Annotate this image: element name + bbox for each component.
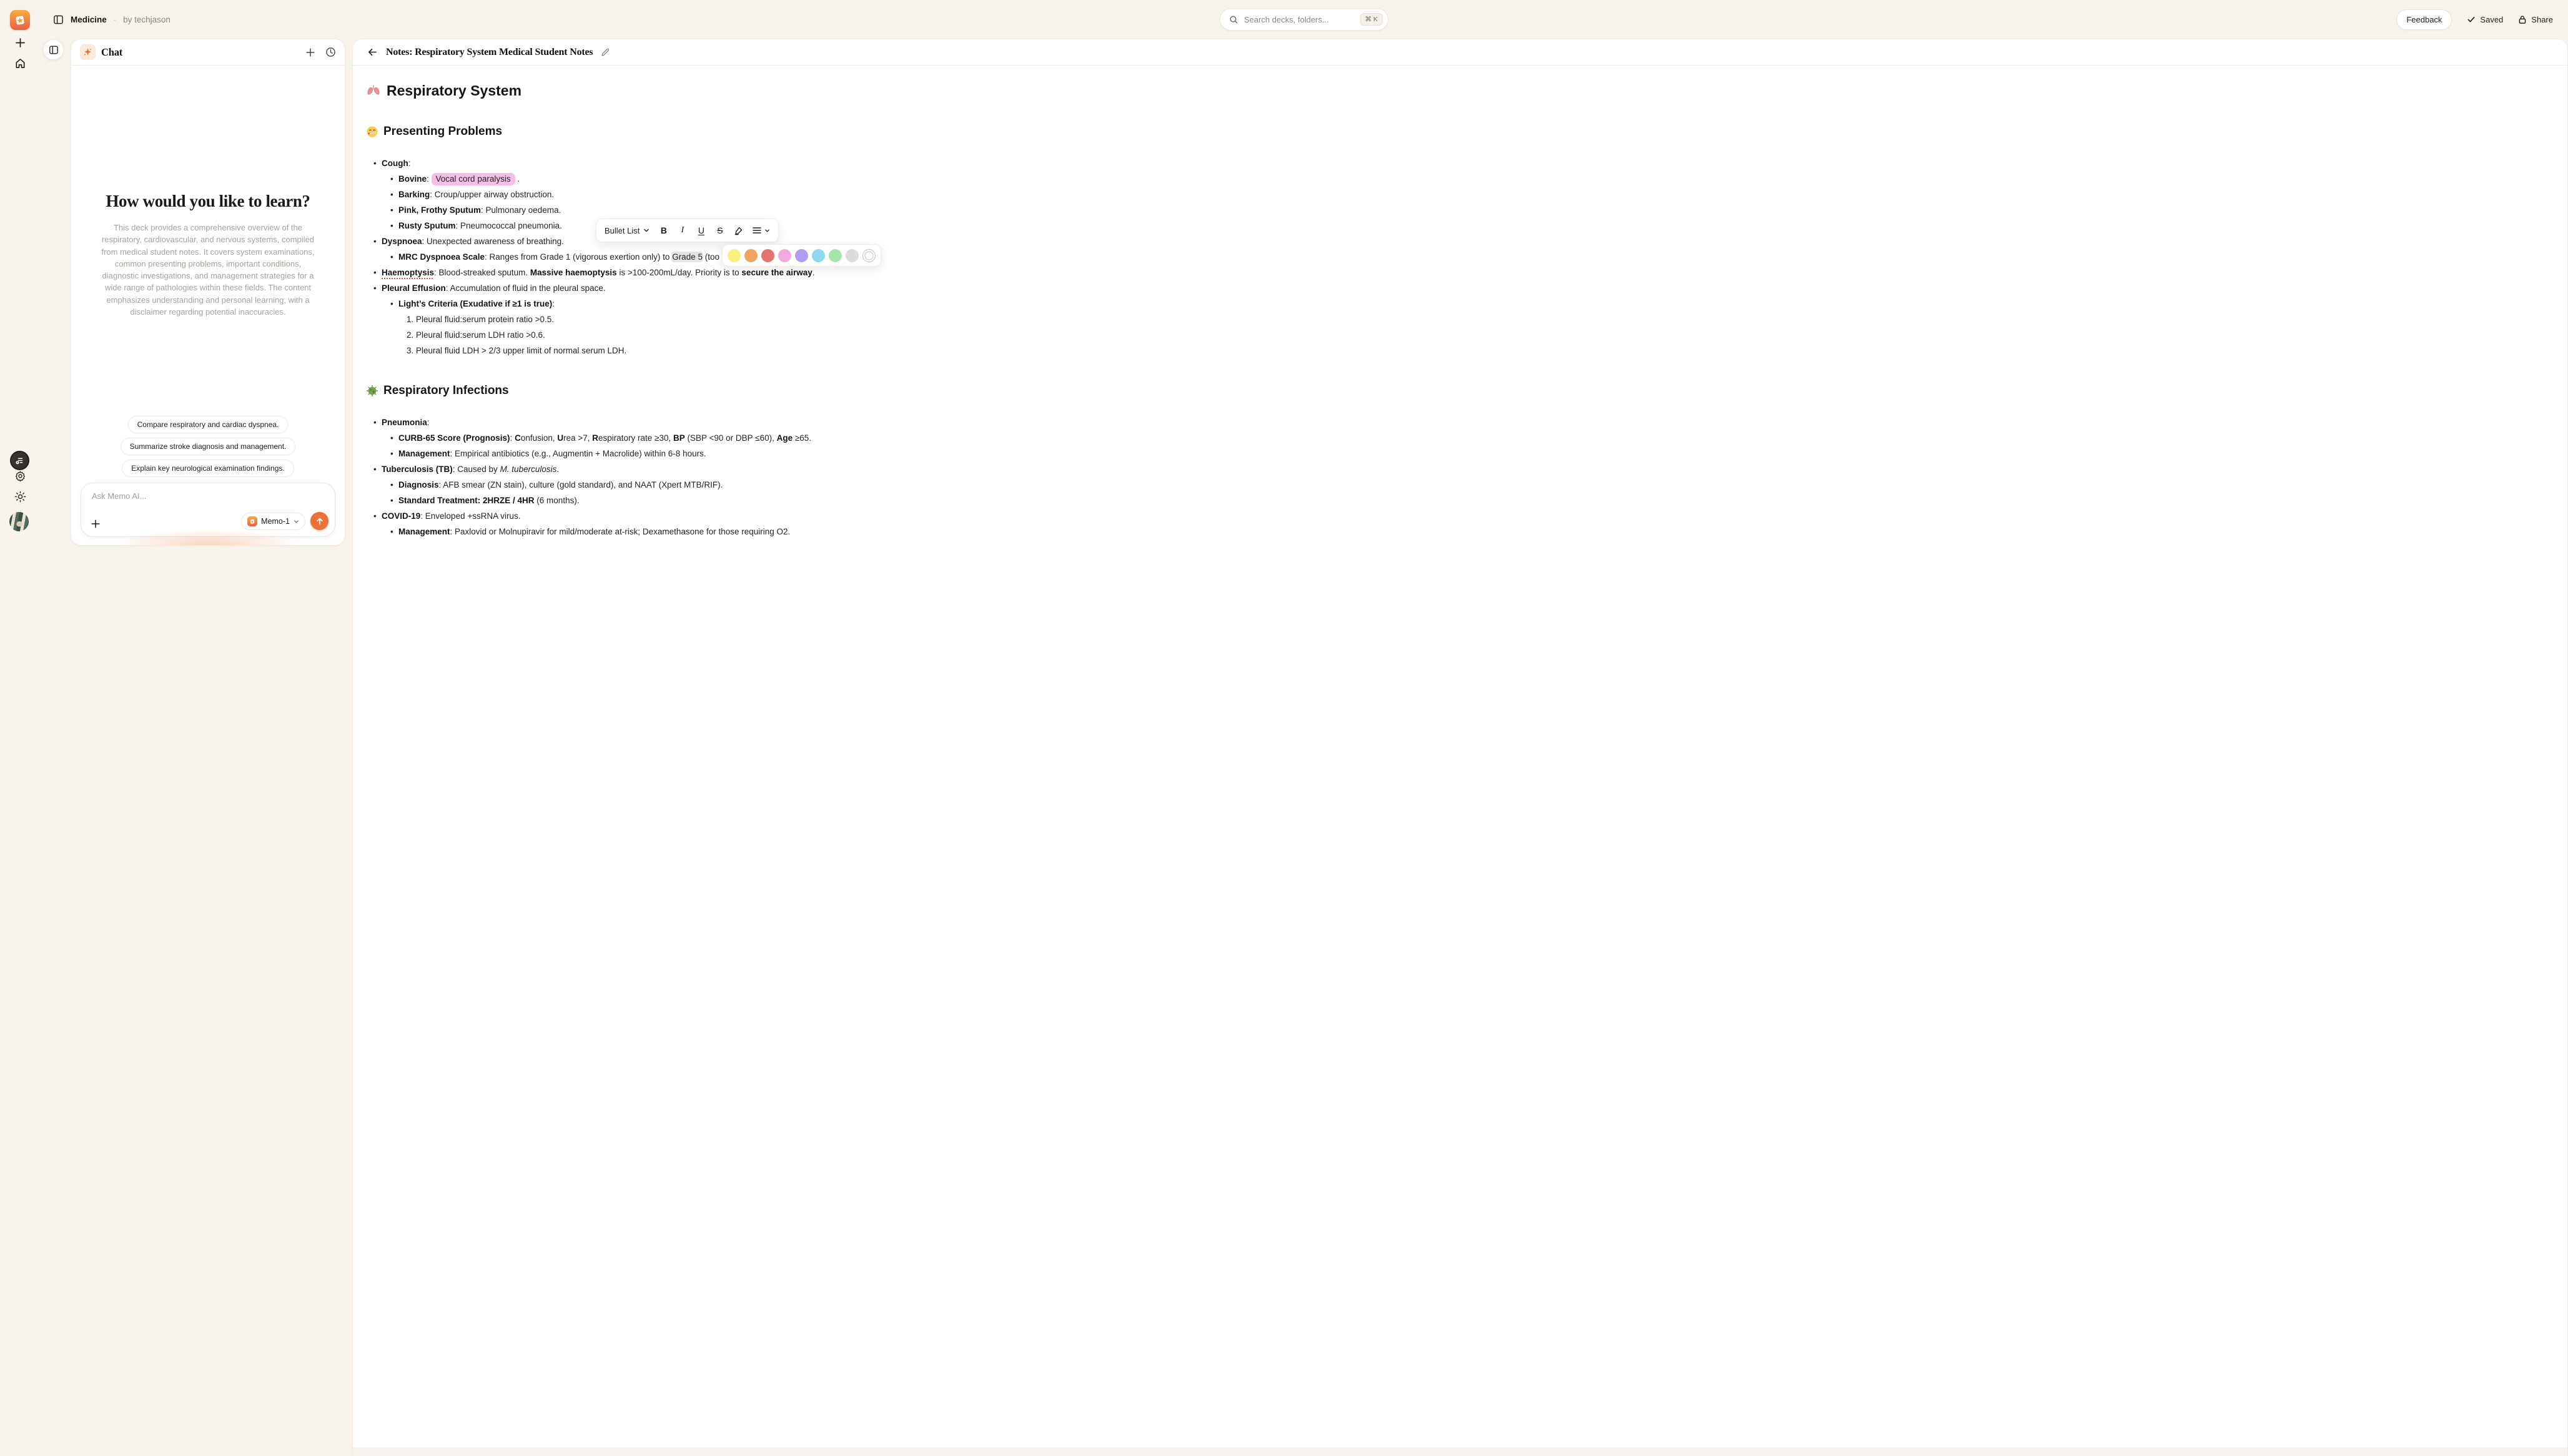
- highlight-color-blue[interactable]: [812, 249, 825, 262]
- doc-numbered-item: 2. Pleural fluid:serum LDH ratio >0.6.: [416, 327, 2530, 343]
- highlight-color-none[interactable]: [862, 249, 876, 262]
- doc-bullet: • Haemoptysis: Blood-streaked sputum. Massive haemoptysis is >100-200mL/day. Priority is to secure the airway.: [382, 265, 2530, 280]
- back-arrow-icon[interactable]: [367, 47, 378, 57]
- suggestion-chip[interactable]: Compare respiratory and cardiac dyspnea.: [128, 416, 289, 433]
- chat-empty-description: This deck provides a comprehensive overview of the respiratory, cardiovascular, and nervous systems, compiled from medical student notes. It covers system examinations, common presenting problems, important conditions, diagnostic investigations, and management strategies for a wide range of pathologies within these fields. The content emphasizes understanding and personal learning, with a disclaimer regarding potential inaccuracies.: [101, 223, 315, 317]
- align-dropdown[interactable]: [753, 227, 770, 234]
- model-name: Memo-1: [261, 517, 290, 526]
- chat-input[interactable]: Ask Memo AI...: [92, 491, 147, 501]
- check-icon: [2467, 15, 2476, 24]
- doc-heading-presenting-text: Presenting Problems: [383, 125, 503, 138]
- search-bar[interactable]: [1220, 8, 1388, 31]
- suggestion-chips: [71, 416, 345, 477]
- doc-bullet: • Pneumonia: • CURB-65 Score (Prognosis): Confusion, Urea >7, Respiratory rate ≥30, BP (SBP <90 or DBP ≤60), Age ≥65. • Management: Empirical antibiotics (e.g., Augmentin + Macrolide) within 6-8 hours.: [382, 415, 2530, 461]
- suggestion-chip[interactable]: Explain key neurological examination findings.: [122, 460, 294, 477]
- highlight-color-purple[interactable]: [795, 249, 808, 262]
- chat-sparkle-icon: [80, 44, 96, 60]
- settings-gear-icon[interactable]: [0, 470, 40, 482]
- lock-icon: [2518, 15, 2527, 24]
- chevron-down-icon: [294, 519, 299, 524]
- doc-heading-presenting: [366, 125, 2530, 139]
- queue-player-button[interactable]: [10, 451, 29, 470]
- collapse-chat-panel-button[interactable]: [43, 39, 64, 60]
- topbar: [40, 0, 2568, 39]
- doc-bullet: • Management: Empirical antibiotics (e.g., Augmentin + Macrolide) within 6-8 hours.: [398, 446, 2530, 461]
- deck-author: by techjason: [123, 14, 170, 24]
- doc-numbered-item: 1. Pleural fluid:serum protein ratio >0.5.: [416, 312, 2530, 327]
- arrow-up-icon: [315, 517, 324, 526]
- search-icon: [1229, 15, 1238, 24]
- chevron-down-icon: [764, 228, 770, 234]
- doc-bullet: • Bovine: Vocal cord paralysis .: [398, 171, 2530, 187]
- doc-bullet: • Standard Treatment: 2HRZE / 4HR (6 months).: [398, 493, 2530, 508]
- doc-bullet: • COVID-19: Enveloped +ssRNA virus. • Management: Paxlovid or Molnupiravir for mild/moderate at-risk; Dexamethasone for those requiring O2.: [382, 508, 2530, 539]
- lungs-emoji: [366, 84, 381, 99]
- search-input[interactable]: [1244, 15, 1355, 24]
- attach-plus-icon[interactable]: [91, 519, 101, 529]
- block-type-label: Bullet List: [605, 225, 640, 235]
- face-thermometer-emoji: [366, 125, 378, 138]
- chat-empty-title: How would you like to learn?: [106, 192, 310, 210]
- doc-bullet: • Pleural Effusion: Accumulation of fluid in the pleural space. • Light’s Criteria (Exudative if ≥1 is true): 1. Pleural fluid:serum protein ratio >0.5. 2. Pleural fluid:serum LDH ratio >0.6. 3. Pleural fluid LDH > 2/3 upper limit of normal serum LDH.: [382, 280, 2530, 358]
- share-button[interactable]: [2518, 15, 2553, 24]
- bold-button[interactable]: B: [660, 225, 667, 235]
- notes-panel: [352, 39, 2568, 1456]
- chat-input-card: [81, 483, 335, 537]
- doc-heading-infections: [366, 384, 2530, 398]
- saved-status: [2467, 15, 2503, 24]
- underline-button[interactable]: U: [698, 225, 704, 235]
- doc-bullet: • Cough: • Bovine: Vocal cord paralysis . • Barking: Croup/upper airway obstruction. • Pink, Frothy Sputum: Pulmonary oedema. • Rusty Sputum: Pneumococcal pneumonia.: [382, 155, 2530, 234]
- left-rail: [0, 0, 40, 1456]
- highlight-color-orange[interactable]: [744, 249, 758, 262]
- doc-numbered-item: 3. Pleural fluid LDH > 2/3 upper limit of normal serum LDH.: [416, 343, 2530, 358]
- doc-bullet: • Tuberculosis (TB): Caused by M. tuberculosis. • Diagnosis: AFB smear (ZN stain), culture (gold standard), and NAAT (Xpert MTB/RIF). • Standard Treatment: 2HRZE / 4HR (6 months).: [382, 461, 2530, 508]
- model-selector[interactable]: [241, 513, 305, 530]
- highlight-color-popup: [722, 244, 881, 267]
- share-label: Share: [2531, 14, 2553, 24]
- edit-pencil-icon[interactable]: [601, 48, 610, 57]
- highlight-color-pink[interactable]: [778, 249, 791, 262]
- doc-bullet: • MRC Dyspnoea Scale: Ranges from Grade 1 (vigorous exertion only) to Grade 5 (too: [398, 249, 2530, 265]
- doc-bullet: • Pink, Frothy Sputum: Pulmonary oedema.: [398, 202, 2530, 218]
- doc-bullet: • Barking: Croup/upper airway obstruction.: [398, 187, 2530, 202]
- notes-doc-title: Notes: Respiratory System Medical Student Notes: [386, 46, 593, 57]
- light-mode-sun-icon[interactable]: [0, 491, 40, 503]
- deck-title[interactable]: Medicine: [71, 14, 107, 24]
- chat-panel-title: Chat: [101, 46, 123, 58]
- deck-separator: ·: [113, 14, 117, 24]
- doc-bullet: • Dyspnoea: Unexpected awareness of breathing. • MRC Dyspnoea Scale: Ranges from Grade 1 (vigorous exertion only) to Grade 5 (too: [382, 234, 2530, 265]
- strikethrough-button[interactable]: S: [717, 225, 723, 235]
- highlight-color-red[interactable]: [761, 249, 774, 262]
- highlighter-button[interactable]: [734, 226, 743, 235]
- doc-bullet: • Rusty Sputum: Pneumococcal pneumonia.: [398, 218, 2530, 234]
- doc-bullet: • Diagnosis: AFB smear (ZN stain), culture (gold standard), and NAAT (Xpert MTB/RIF).: [398, 477, 2530, 493]
- saved-label: Saved: [2480, 14, 2504, 24]
- doc-bullet: • CURB-65 Score (Prognosis): Confusion, Urea >7, Respiratory rate ≥30, BP (SBP <90 or DBP ≤60), Age ≥65.: [398, 430, 2530, 446]
- user-avatar[interactable]: [9, 512, 29, 531]
- new-chat-plus-icon[interactable]: [305, 47, 315, 57]
- doc-heading-1: [366, 82, 2530, 99]
- search-shortcut-badge: ⌘ K: [1360, 13, 1383, 26]
- block-type-dropdown[interactable]: [605, 226, 649, 235]
- doc-heading-1-text: Respiratory System: [387, 82, 522, 99]
- chat-panel: [71, 39, 345, 546]
- italic-button[interactable]: I: [681, 225, 684, 235]
- microbe-emoji: [366, 385, 378, 397]
- model-logo-icon: [247, 516, 257, 526]
- highlight-color-grey[interactable]: [846, 249, 859, 262]
- doc-bullet: • Management: Paxlovid or Molnupiravir for mild/moderate at-risk; Dexamethasone for those requiring O2.: [398, 524, 2530, 539]
- chevron-down-icon: [643, 227, 649, 234]
- new-deck-plus-icon[interactable]: [0, 37, 40, 48]
- highlight-color-green[interactable]: [829, 249, 842, 262]
- home-icon[interactable]: [0, 57, 40, 69]
- app-logo-icon[interactable]: [10, 10, 30, 30]
- send-button[interactable]: [310, 512, 328, 530]
- notes-bottom-strip: [353, 1447, 2567, 1456]
- doc-heading-infections-text: Respiratory Infections: [383, 384, 509, 397]
- chat-history-clock-icon[interactable]: [325, 47, 336, 57]
- suggestion-chip[interactable]: Summarize stroke diagnosis and management.: [121, 438, 296, 455]
- formatting-toolbar: [596, 219, 779, 242]
- highlight-color-yellow[interactable]: [728, 249, 741, 262]
- align-justify-icon: [753, 227, 761, 234]
- doc-bullet: • Light’s Criteria (Exudative if ≥1 is true): 1. Pleural fluid:serum protein ratio >0.5. 2. Pleural fluid:serum LDH ratio >0.6. 3. Pleural fluid LDH > 2/3 upper limit of normal serum LDH.: [398, 296, 2530, 358]
- sidebar-toggle-icon[interactable]: [53, 14, 64, 25]
- feedback-button[interactable]: Feedback: [2396, 9, 2452, 30]
